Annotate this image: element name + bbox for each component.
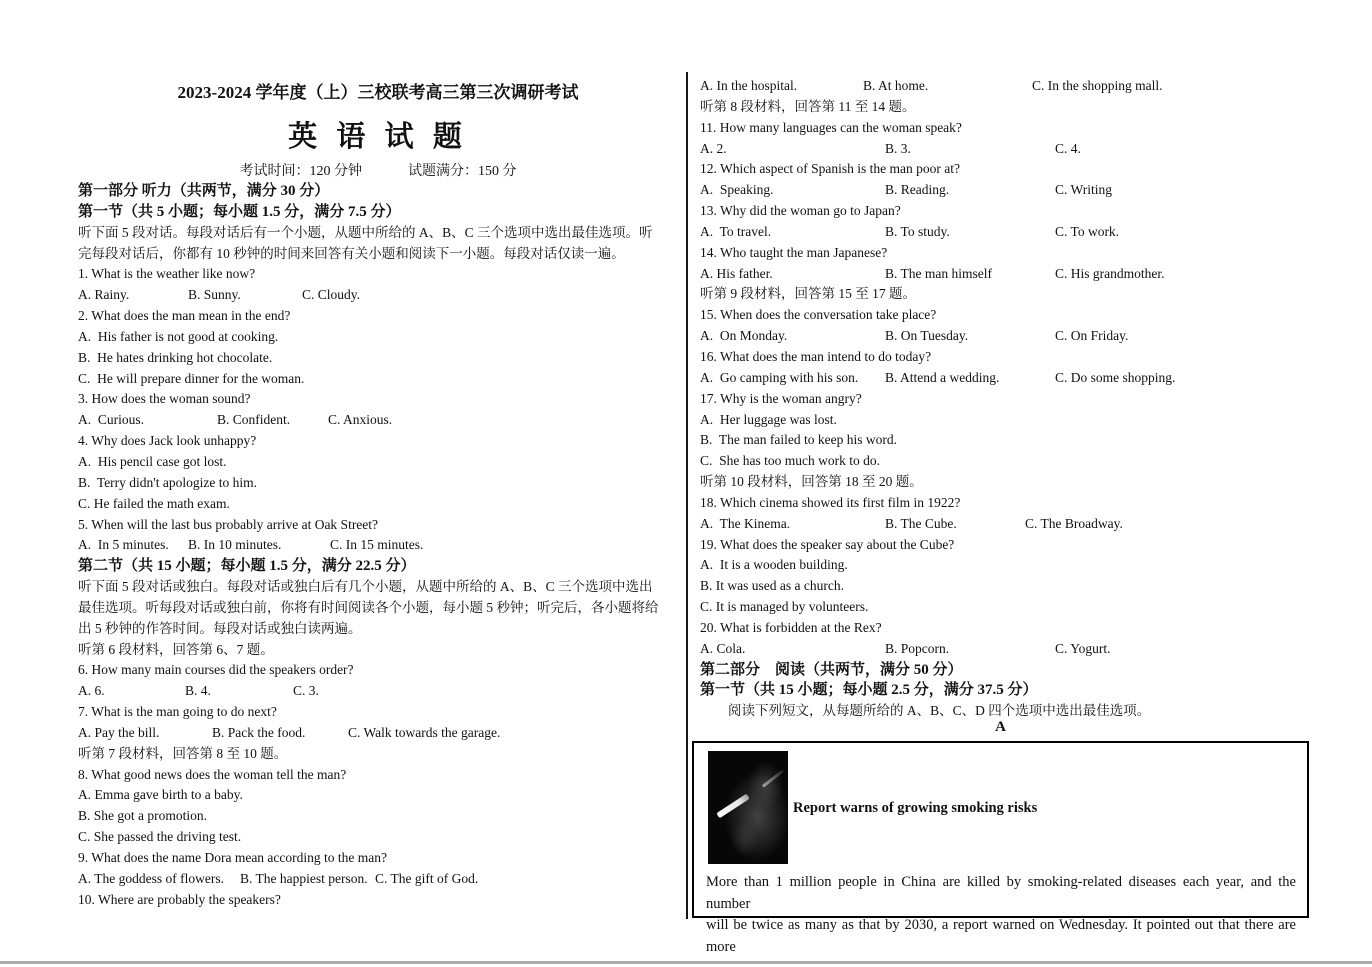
option-label: A. 2. [700,140,727,156]
option-label: C. Anxious. [328,412,393,428]
option-label: C. 4. [1055,140,1081,156]
option-label: C. Walk towards the garage. [348,724,501,740]
option-label: B. The happiest person. [240,870,368,886]
text-line: 19. What does the speaker say about the Cube? [700,536,955,552]
section-heading: 第一节（共 5 小题；每小题 1.5 分，满分 7.5 分） [78,203,401,220]
option-label: B. 3. [885,140,911,156]
text-line: B. The man failed to keep his word. [700,432,897,448]
text-line: 听第 6 段材料，回答第 6、7 题。 [78,641,274,657]
options-row [78,535,678,556]
text-line: B. She got a promotion. [78,808,207,824]
cigarette-highlight-shape [762,769,784,787]
text-line: C. It is managed by volunteers. [700,599,869,615]
options-row [78,869,678,890]
right-column-lines [700,76,1312,722]
text-line: A. Emma gave birth to a baby. [78,787,243,803]
option-label: A. Curious. [78,412,145,428]
option-label: C. 3. [293,683,319,699]
text-line: 6. How many main courses did the speakers order? [78,662,354,678]
text-line: 7. What is the man going to do next? [78,704,277,720]
options-row [700,222,1312,243]
text-line: 听第 9 段材料，回答第 15 至 17 题。 [700,286,916,302]
passage-headline: Report warns of growing smoking risks [793,800,1038,816]
options-row [700,326,1312,347]
text-line: 16. What does the man intend to do today? [700,348,932,364]
text-line: 听第 7 段材料，回答第 8 至 10 题。 [78,745,288,761]
text-line: B. It was used as a church. [700,578,844,594]
text-line: 听下面 5 段对话或独白。每段对话或独白后有几个小题，从题中所给的 A、B、C 三个选项中选出 [78,579,653,595]
option-label: B. 4. [185,683,211,699]
text-line: C. He will prepare dinner for the woman. [78,370,305,386]
text-line: 1. What is the weather like now? [78,266,256,282]
option-label: A. 6. [78,683,105,699]
text-line: 2. What does the man mean in the end? [78,308,291,324]
text-line: 听第 8 段材料，回答第 11 至 14 题。 [700,98,916,114]
text-line: 4. Why does Jack look unhappy? [78,433,257,449]
text-line: 3. How does the woman sound? [78,391,251,407]
passage-body-line: will be twice as many as that by 2030, a report warned on Wednesday. It pointed out that there are more [706,917,1296,955]
option-label: C. His grandmother. [1055,265,1165,281]
option-label: B. Pack the food. [212,724,306,740]
option-label: B. On Tuesday. [885,328,969,344]
option-label: C. On Friday. [1055,328,1129,344]
cigarette-shape [716,794,749,819]
option-label: B. In 10 minutes. [188,537,282,553]
option-label: B. Sunny. [188,287,241,303]
option-label: C. Writing [1055,182,1112,198]
exam-duration: 考试时间：120 分钟 [239,164,362,179]
option-label: B. Confident. [217,412,291,428]
text-line: C. She has too much work to do. [700,453,880,469]
option-label: A. Pay the bill. [78,724,160,740]
option-label: A. In the hospital. [700,78,798,93]
text-line: 最佳选项。听每段对话或独白前，你将有时间阅读各个小题，每小题 5 秒钟；听完后，各小题将给 [78,599,659,615]
text-line: 13. Why did the woman go to Japan? [700,203,901,219]
text-line: 20. What is forbidden at the Rex? [700,619,882,635]
passage-body-line: More than 1 million people in China are killed by smoking-related diseases each year, and the number [706,874,1296,912]
option-label: C. The gift of God. [375,870,479,886]
text-line: 听第 10 段材料，回答第 18 至 20 题。 [700,474,923,490]
option-label: A. Rainy. [78,287,130,303]
section-heading: 第一节（共 15 小题；每小题 2.5 分，满分 37.5 分） [700,682,1038,699]
text-line: 出 5 秒钟的作答时间。每段对话或独白读两遍。 [78,620,362,636]
column-divider [686,72,688,919]
text-line: A. His pencil case got lost. [78,453,227,469]
section-heading: 第二节（共 15 小题；每小题 1.5 分，满分 22.5 分） [78,558,416,575]
text-line: C. She passed the driving test. [78,829,242,845]
option-label: C. In 15 minutes. [330,537,424,553]
exam-session-header: 2023-2024 学年度（上）三校联考高三第三次调研考试 [177,83,579,102]
options-row [700,639,1312,660]
text-line: 14. Who taught the man Japanese? [700,244,888,260]
exam-meta [78,160,678,180]
option-label: A. On Monday. [700,328,788,344]
page-bottom-border [0,961,1372,964]
option-label: C. Yogurt. [1055,640,1111,656]
exam-full-score: 试题满分：150 分 [408,164,517,179]
option-label: B. Attend a wedding. [885,369,1000,385]
options-row [78,410,678,431]
option-label: B. To study. [885,223,950,239]
text-line: 12. Which aspect of Spanish is the man poor at? [700,161,960,177]
text-line: 15. When does the conversation take place? [700,307,937,323]
option-label: A. Cola. [700,640,746,656]
options-row [700,368,1312,389]
option-label: C. Do some shopping. [1055,369,1176,385]
passage-a-label: A [995,719,1006,735]
text-line: C. He failed the math exam. [78,495,230,511]
passage-box [692,741,1309,955]
option-label: B. The Cube. [885,515,957,531]
left-column-lines [78,181,678,911]
option-label: C. In the shopping mall. [1032,78,1163,93]
section-heading: 第二部分 阅读（共两节，满分 50 分） [700,661,963,678]
option-label: C. Cloudy. [302,287,361,303]
options-row [700,139,1312,160]
options-row [78,723,678,744]
text-line: 18. Which cinema showed its first film in 1922? [700,494,961,510]
options-row [700,514,1312,535]
passage-body [706,872,1296,958]
option-label: A. Speaking. [700,182,774,198]
options-row [700,180,1312,201]
options-row [700,76,1312,97]
text-line: 9. What does the name Dora mean according to the man? [78,850,388,865]
smoking-photo [708,751,788,864]
text-line: 17. Why is the woman angry? [700,390,862,406]
option-label: A. Go camping with his son. [700,369,859,385]
options-row [700,264,1312,285]
text-line: B. Terry didn't apologize to him. [78,474,257,490]
text-line: 5. When will the last bus probably arrive at Oak Street? [78,516,379,532]
option-label: A. In 5 minutes. [78,537,169,553]
options-row [78,285,678,306]
options-row [78,681,678,702]
text-line: 11. How many languages can the woman speak? [700,119,962,135]
option-label: B. Reading. [885,182,950,198]
text-line: A. It is a wooden building. [700,557,848,573]
option-label: A. To travel. [700,223,772,239]
option-label: B. At home. [863,78,929,93]
option-label: B. Popcorn. [885,640,950,656]
option-label: A. The Kinema. [700,515,791,531]
instruction-line: 阅读下列短文，从每题所给的 A、B、C、D 四个选项中选出最佳选项。 [728,703,1151,719]
option-label: A. The goddess of flowers. [78,870,224,886]
text-line: 10. Where are probably the speakers? [78,891,281,907]
section-heading: 第一部分 听力（共两节，满分 30 分） [78,183,330,199]
text-line: A. Her luggage was lost. [700,411,837,427]
option-label: C. The Broadway. [1025,515,1123,531]
option-label: C. To work. [1055,223,1120,239]
option-label: A. His father. [700,265,773,281]
text-line: 听下面 5 段对话。每段对话后有一个小题，从题中所给的 A、B、C 三个选项中选出最佳选项。听 [78,224,653,240]
text-line: 8. What good news does the woman tell the man? [78,766,347,782]
text-line: B. He hates drinking hot chocolate. [78,349,273,365]
text-line: 完每段对话后，你都有 10 秒钟的时间来回答有关小题和阅读下一小题。每段对话仅读一遍。 [78,245,625,261]
option-label: B. The man himself [885,265,992,281]
text-line: A. His father is not good at cooking. [78,328,279,344]
paper-title: 英 语 试 题 [288,121,468,153]
